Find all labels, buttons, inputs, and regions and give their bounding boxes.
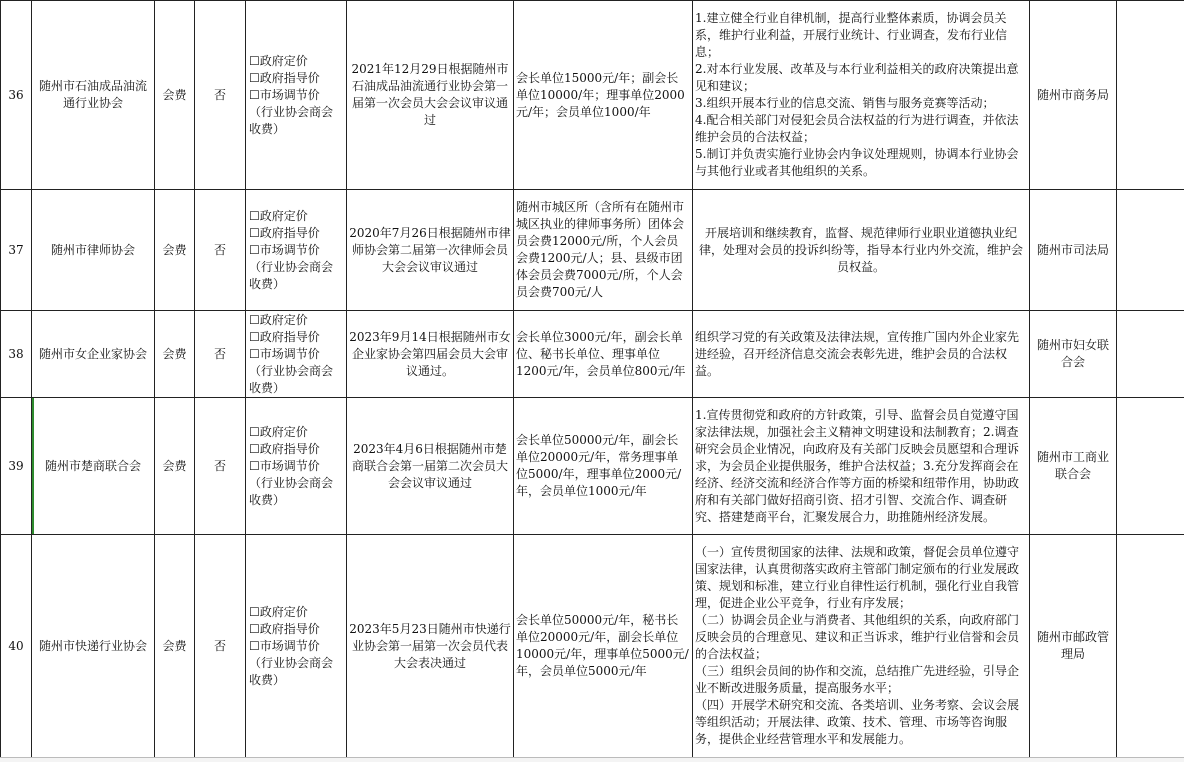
table-row xyxy=(1,1,1184,190)
pricing-option-label: （行业协会商会收费） xyxy=(249,105,333,136)
pricing-options xyxy=(246,398,347,535)
flag-cell: 否 xyxy=(195,535,246,758)
duty-item: 1.宣传贯彻党和政府的方针政策，引导、监督会员自觉遵守国家法律法规，加强社会主义精神文明建设和法制教育；2.调查研究会员企业情况，向政府及有关部门反映会员愿望和合理诉求，为会员企业提供服务，维护合法权益；3.充分发挥商会在经济、经济交流和经济合作等方面的桥梁和纽带作用，协助政府和有关部门做好招商引资、招才引智、交流合作、调查研究、搭建楚商平台，汇聚发展合力，助推随州经济发展。 xyxy=(695,407,1027,526)
duty-item: 5.制订并负责实施行业协会内争议处理规则，协调本行业协会与其他行业或者其他组织的关系。 xyxy=(695,146,1027,180)
duties xyxy=(693,190,1030,311)
checkbox-icon: ☐ xyxy=(249,425,260,439)
pricing-option-label: 政府指导价 xyxy=(260,622,320,636)
fee-standard: 会长单位50000元/年，副会长单位20000元/年，常务理事单位5000/年，理事单位2000元/年，会员单位1000元/年 xyxy=(514,398,693,535)
checkbox-icon: ☐ xyxy=(249,243,260,257)
pricing-option-label: 政府定价 xyxy=(260,54,308,68)
fee-type: 会费 xyxy=(155,398,195,535)
pricing-option xyxy=(249,621,344,638)
pricing-option xyxy=(249,53,344,70)
supervising-dept: 随州市邮政管理局 xyxy=(1030,535,1117,758)
checkbox-icon: ☐ xyxy=(249,330,260,344)
fee-type: 会费 xyxy=(155,1,195,190)
duty-item: 4.配合相关部门对侵犯会员合法权益的行为进行调查，并依法维护会员的合法权益； xyxy=(695,112,1027,146)
supervising-dept: 随州市商务局 xyxy=(1030,1,1117,190)
pricing-option-label: 政府指导价 xyxy=(260,71,320,85)
pricing-option-label: 政府定价 xyxy=(260,313,308,327)
checkbox-icon: ☐ xyxy=(249,313,260,327)
approval-basis: 2020年7月26日根据随州市律师协会第二届第一次律师会员大会会议审议通过 xyxy=(347,190,514,311)
flag-cell: 否 xyxy=(195,398,246,535)
fee-type: 会费 xyxy=(155,190,195,311)
checkbox-icon: ☐ xyxy=(249,605,260,619)
duty-item: （一）宣传贯彻国家的法律、法规和政策，督促会员单位遵守国家法律，认真贯彻落实政府主管部门制定颁布的行业发展政策、规划和标准，建立行业自律性运行机制，强化行业自我管理，促进企业公平竞争，行业有序发展； xyxy=(695,544,1027,612)
bottom-scroll-strip xyxy=(0,757,1184,762)
fee-standard: 会长单位15000元/年；副会长单位10000/年；理事单位2000元/年；会员单位1000/年 xyxy=(514,1,693,190)
duties xyxy=(693,1,1030,190)
pricing-option-label: （行业协会商会收费） xyxy=(249,260,333,291)
pricing-option xyxy=(249,259,344,293)
fee-standard: 会长单位3000元/年，副会长单位、秘书长单位、理事单位1200元/年，会员单位800元/年 xyxy=(514,311,693,398)
pricing-option xyxy=(249,458,344,475)
pricing-option-label: 市场调节价 xyxy=(260,347,320,361)
approval-basis: 2023年5月23日随州市快递行业协会第一届第一次会员代表大会表决通过 xyxy=(347,535,514,758)
pricing-option xyxy=(249,104,344,138)
duty-item: （四）开展学术研究和交流、各类培训、业务考察、会议会展等组织活动；开展法律、政策、技术、管理、市场等咨询服务，提供企业经营管理水平和发展能力。 xyxy=(695,697,1027,748)
pricing-option xyxy=(249,225,344,242)
checkbox-icon: ☐ xyxy=(249,639,260,653)
pricing-option xyxy=(249,424,344,441)
empty-cell xyxy=(1117,535,1184,758)
pricing-option xyxy=(249,242,344,259)
approval-basis: 2023年4月6日根据随州市楚商联合会第一届第二次会员大会会议审议通过 xyxy=(347,398,514,535)
pricing-option-label: 市场调节价 xyxy=(260,639,320,653)
pricing-option-label: 政府定价 xyxy=(260,605,308,619)
fee-standard: 会长单位50000元/年，秘书长单位20000元/年，副会长单位10000元/年，理事单位5000元/年，会员单位5000元/年 xyxy=(514,535,693,758)
supervising-dept: 随州市司法局 xyxy=(1030,190,1117,311)
checkbox-icon: ☐ xyxy=(249,71,260,85)
pricing-option-label: 政府指导价 xyxy=(260,442,320,456)
row-number: 38 xyxy=(1,311,32,398)
association-name: 随州市女企业家协会 xyxy=(32,311,155,398)
pricing-option xyxy=(249,475,344,509)
pricing-option xyxy=(249,655,344,689)
checkbox-icon: ☐ xyxy=(249,54,260,68)
association-name: 随州市石油成品油流通行业协会 xyxy=(32,1,155,190)
pricing-option xyxy=(249,363,344,397)
supervising-dept: 随州市妇女联合会 xyxy=(1030,311,1117,398)
table-row xyxy=(1,311,1184,398)
pricing-option-label: （行业协会商会收费） xyxy=(249,476,333,507)
pricing-options xyxy=(246,311,347,398)
row-number: 40 xyxy=(1,535,32,758)
supervising-dept: 随州市工商业联合会 xyxy=(1030,398,1117,535)
checkbox-icon: ☐ xyxy=(249,622,260,636)
association-name: 随州市律师协会 xyxy=(32,190,155,311)
checkbox-icon: ☐ xyxy=(249,347,260,361)
association-name: 随州市快递行业协会 xyxy=(32,535,155,758)
pricing-option-label: （行业协会商会收费） xyxy=(249,656,333,687)
pricing-option-label: 政府指导价 xyxy=(260,330,320,344)
pricing-option xyxy=(249,208,344,225)
flag-cell: 否 xyxy=(195,311,246,398)
pricing-option xyxy=(249,441,344,458)
pricing-option-label: 政府定价 xyxy=(260,209,308,223)
empty-cell xyxy=(1117,1,1184,190)
checkbox-icon: ☐ xyxy=(249,88,260,102)
empty-cell xyxy=(1117,398,1184,535)
fee-standard: 随州市城区所（含所有在随州市城区执业的律师事务所）团体会员会费12000元/所，个人会员会费1200元/人；县、县级市团体会员会费7000元/所，个人会员会费700元/人 xyxy=(514,190,693,311)
pricing-option-label: 政府指导价 xyxy=(260,226,320,240)
approval-basis: 2021年12月29日根据随州市石油成品油流通行业协会第一届第一次会员大会会议审议通过 xyxy=(347,1,514,190)
pricing-option xyxy=(249,638,344,655)
pricing-option xyxy=(249,329,344,346)
checkbox-icon: ☐ xyxy=(249,442,260,456)
pricing-option-label: 政府定价 xyxy=(260,425,308,439)
empty-cell xyxy=(1117,190,1184,311)
pricing-options xyxy=(246,190,347,311)
fee-type: 会费 xyxy=(155,535,195,758)
empty-cell xyxy=(1117,311,1184,398)
duty-item: 3.组织开展本行业的信息交流、销售与服务竞赛等活动； xyxy=(695,95,1027,112)
checkbox-icon: ☐ xyxy=(249,209,260,223)
pricing-option-label: 市场调节价 xyxy=(260,459,320,473)
duty-item: （三）组织会员间的协作和交流，总结推广先进经验，引导企业不断改进服务质量，提高服务水平； xyxy=(695,663,1027,697)
pricing-option xyxy=(249,346,344,363)
pricing-option-label: 市场调节价 xyxy=(260,243,320,257)
row-number: 36 xyxy=(1,1,32,190)
duty-item: 组织学习党的有关政策及法律法规，宣传推广国内外企业家先进经验，召开经济信息交流会表彰先进，维护会员的合法权益。 xyxy=(695,329,1027,380)
duty-item: 开展培训和继续教育，监督、规范律师行业职业道德执业纪律，处理对会员的投诉纠纷等，指导本行业内外交流，维护会员权益。 xyxy=(695,225,1027,276)
row-number: 37 xyxy=(1,190,32,311)
pricing-option-label: 市场调节价 xyxy=(260,88,320,102)
table-row xyxy=(1,398,1184,535)
duty-item: （二）协调会员企业与消费者、其他组织的关系，向政府部门反映会员的合理意见、建议和正当诉求，维护行业信誉和会员的合法权益； xyxy=(695,612,1027,663)
association-name: 随州市楚商联合会 xyxy=(32,398,155,535)
pricing-option xyxy=(249,312,344,329)
flag-cell: 否 xyxy=(195,1,246,190)
checkbox-icon: ☐ xyxy=(249,459,260,473)
pricing-option xyxy=(249,604,344,621)
duty-item: 1.建立健全行业自律机制，提高行业整体素质，协调会员关系，维护行业利益，开展行业统计、行业调查，发布行业信息； xyxy=(695,10,1027,61)
pricing-option xyxy=(249,70,344,87)
pricing-options xyxy=(246,535,347,758)
row-number: 39 xyxy=(1,398,32,535)
duties xyxy=(693,311,1030,398)
fee-type: 会费 xyxy=(155,311,195,398)
pricing-options xyxy=(246,1,347,190)
table-row xyxy=(1,535,1184,758)
table-row xyxy=(1,190,1184,311)
checkbox-icon: ☐ xyxy=(249,226,260,240)
pricing-option-label: （行业协会商会收费） xyxy=(249,364,333,395)
duties xyxy=(693,398,1030,535)
approval-basis: 2023年9月14日根据随州市女企业家协会第四届会员大会审议通过。 xyxy=(347,311,514,398)
pricing-option xyxy=(249,87,344,104)
duty-item: 2.对本行业发展、改革及与本行业利益相关的政府决策提出意见和建议； xyxy=(695,61,1027,95)
duties xyxy=(693,535,1030,758)
flag-cell: 否 xyxy=(195,190,246,311)
